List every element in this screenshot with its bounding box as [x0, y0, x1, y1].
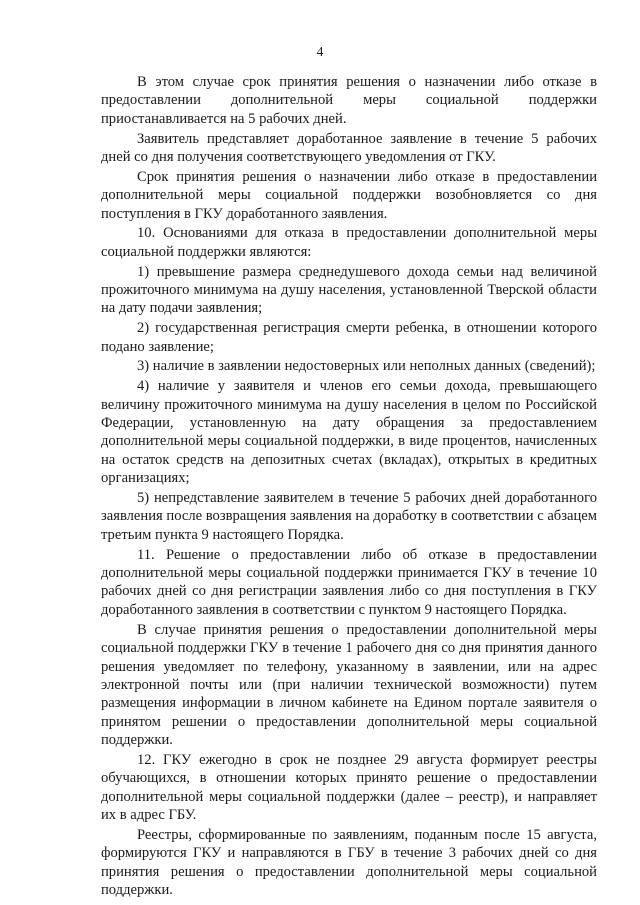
- paragraph: Реестры, сформированные по заявлениям, поданным после 15 августа, формируются ГКУ и направляются в ГБУ в течение 3 рабочих дней со дня принятия решения о предоставлении дополнительной меры социальной поддержки.: [101, 826, 597, 899]
- list-item: 3) наличие в заявлении недостоверных или неполных данных (сведений);: [137, 358, 596, 375]
- paragraph: 11. Решение о предоставлении либо об отказе в предоставлении дополнительной меры социальной поддержки принимается ГКУ в течение 10 рабочих дней со дня регистрации заявления либо со дня поступления в ГКУ доработанного заявления в соответствии с пунктом 9 настоящего Порядка.: [101, 546, 597, 618]
- paragraph: 10. Основаниями для отказа в предоставлении дополнительной меры социальной поддержки являются:: [101, 225, 597, 260]
- list-item: 1) превышение размера среднедушевого дохода семьи над величиной прожиточного минимума на душу населения, установленной Тверской области на дату подачи заявления;: [101, 263, 597, 317]
- list-item: 2) государственная регистрация смерти ребенка, в отношении которого подано заявление;: [101, 320, 597, 355]
- list-item: 5) непредставление заявителем в течение 5 рабочих дней доработанного заявления после возвращения заявления на доработку в соответствии с абзацем третьим пункта 9 настоящего Порядка.: [101, 490, 597, 543]
- paragraph: В этом случае срок принятия решения о назначении либо отказе в предоставлении дополнительной меры социальной поддержки приостанавливается на 5 рабочих дней.: [101, 74, 597, 127]
- paragraph: В случае принятия решения о предоставлении дополнительной меры социальной поддержки ГКУ в течение 1 рабочего дня со дня принятия данного решения уведомляет по телефону, указанному в заявлении, или на адрес электронной почты или (при наличии технической возможности) путем размещения информации в личном кабинете на Едином портале заявителя о принятом решении о предоставлении дополнительной меры социальной поддержки.: [101, 621, 597, 749]
- paragraph: 12. ГКУ ежегодно в срок не позднее 29 августа формирует реестры обучающихся, в отношении которых принято решение о предоставлении дополнительной меры социальной поддержки (далее – реестр), и направляет их в адрес ГБУ.: [101, 751, 597, 824]
- paragraph: Срок принятия решения о назначении либо отказе в предоставлении дополнительной меры социальной поддержки возобновляется со дня поступления в ГКУ доработанного заявления.: [101, 168, 597, 222]
- list-item: 4) наличие у заявителя и членов его семьи дохода, превышающего величину прожиточного минимума на душу населения в целом по Российской Федерации, установленную на дату обращения за предоставлением дополнительной меры социальной поддержки, в виде процентов, начисленных на остаток средств на депозитных счетах (вкладах), открытых в кредитных организациях;: [101, 378, 597, 487]
- page-number: 4: [316, 44, 324, 59]
- document-body: [101, 73, 597, 900]
- paragraph: Заявитель представляет доработанное заявление в течение 5 рабочих дней со дня получения соответствующего уведомления от ГКУ.: [101, 130, 597, 166]
